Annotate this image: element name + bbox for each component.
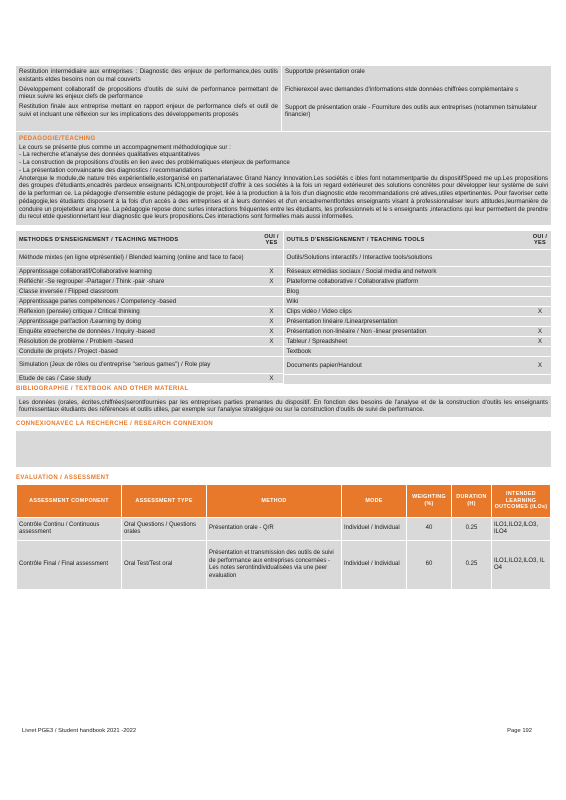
- tool-row: [284, 307, 552, 317]
- pedagogy-bullet: - La présentation convaincante des diagnostics / recommandations: [19, 166, 203, 174]
- mode-cell: Individuel / Individual: [342, 518, 407, 541]
- teaching-tools-column: [284, 231, 552, 384]
- column-header: ASSESSMENT COMPONENT: [17, 485, 122, 518]
- method-row: [16, 250, 283, 267]
- support-text: Fichierexcel avec demandes d'informations etde données chiffrées complémentaire s: [285, 85, 519, 93]
- column-header: DURATION (H): [452, 485, 492, 518]
- method-label: Conduite de projets / Project -based: [19, 347, 118, 355]
- tool-label: Outils/Solutions interactifs / Interactive tools/solutions: [286, 254, 433, 262]
- method-row: [16, 347, 283, 357]
- method-mark: X: [269, 277, 274, 285]
- column-header: INTENDED LEARNING OUTCOMES (ILOs): [492, 485, 551, 518]
- column-header: METHOD: [207, 485, 342, 518]
- column-header: WEIGHTING (%): [407, 485, 452, 518]
- method-row: [16, 297, 283, 307]
- weight-cell: 60: [407, 541, 452, 590]
- support-text: Support de présentation orale - Fourniture des outils aux entreprises (notammen tsimulateur financier): [285, 103, 538, 119]
- method-label: Enquête etrecherche de données / Inquiry -based: [19, 327, 155, 335]
- evaluation-table: [16, 484, 551, 590]
- method-mark: X: [269, 327, 274, 335]
- method-row: [16, 267, 283, 277]
- evaluation-header-row: [17, 485, 551, 518]
- column-header: MODE: [342, 485, 407, 518]
- oui-yes-label: OUI / YES: [532, 233, 548, 246]
- research-connexion-title: CONNEXIONAVEC LA RECHERCHE / RESEARCH CONNEXION: [16, 421, 214, 427]
- method-row: [16, 357, 283, 374]
- method-mark: X: [269, 337, 274, 345]
- teaching-methods-header: [16, 231, 283, 250]
- ilo-cell: ILO1,ILO2,ILO3, ILO4: [492, 518, 551, 541]
- pedagogy-bullets: [19, 151, 548, 174]
- tool-mark: X: [537, 361, 543, 369]
- method-label: Réflexion (pensée) critique / Critical thinking: [19, 307, 140, 315]
- page-footer: [22, 728, 532, 735]
- method-label: Classe inversée / Flipped classroom: [19, 287, 119, 295]
- duration-cell: 0.25: [452, 541, 492, 590]
- support-text: Supportde présentation orale: [285, 68, 365, 75]
- weight-cell: 40: [407, 518, 452, 541]
- tool-mark: X: [537, 327, 543, 335]
- tool-row: [284, 250, 552, 267]
- pedagogy-body: Anoterque le module,de nature très expérientielle,estorganisé en partenariatavec Grand Nancy Innovation.Les sociétés c ibles font notammentpartie du dispositifSpeed me up.Les propositions des groupes d'étudiants,encadrés pardeux enseignants ICN,ontpourobjectif d'offrir à ces sociétés à la fois un regard extérieuret des solutions concrètes pour développer leur système de suivi de la performan ce. La pédagogie d'ensemble estune pédagogie de projet, liée à la production à la fois d'un diagnostic etde recommandations cré atives,utiles etpertinentes. Pour favoriser cette pédagogie,les étudiants disposent à la fois d'un accès à des entreprises et à leurs données et d'un encadrementfortdes enseignants visant à professionnaliser leurs attitudes,leurmanière de conduire un projetetleur ana lyse. La pédagogie repose donc surles interactions fréquentes entre les étudiants, les professionnels et le s enseignants ,interactions qui leur permettent de prendre du recul etde questionnertant leur diagnostic que leurs propositions.Ces interactions sont formelles mais aussi informelles.: [19, 174, 548, 221]
- method-label: Simulation (Jeux de rôles ou d'entreprise "serious games") / Role play: [19, 361, 211, 369]
- method-row: [16, 337, 283, 347]
- tool-label: Plateforme collaborative / Collaborative platform: [286, 277, 419, 285]
- tool-mark: X: [537, 337, 543, 345]
- tool-row: [284, 337, 552, 347]
- method-label: Apprentissage parl'action /Learning by doing: [19, 317, 141, 325]
- method-cell: Présentation orale - Q/R: [207, 518, 342, 541]
- bibliography-box: [16, 396, 551, 418]
- duration-cell: 0.25: [452, 518, 492, 541]
- teaching-tools-title: OUTILS D'ENSEIGNEMENT / TEACHING TOOLS: [286, 236, 425, 243]
- tool-label: Présentation linéaire /Linearpresentation: [286, 317, 398, 325]
- page-content: [16, 66, 551, 590]
- tool-row: [284, 317, 552, 327]
- tool-label: Tableur / Spreadsheet: [286, 337, 348, 345]
- bibliography-text: Les données (orales, écrites,chiffrées)serontfournies par les entreprises parties prenantes du dispositif. En fonction des besoins de l'analyse et de la construction d'outils les enseignants fournissentaux étudiants des références et outils utiles, par exemple sur l'analyse stratégique ou sur la construction d'outils de suivi de performance.: [19, 398, 548, 414]
- bibliography-title: BIBLIOGRAPHIE / TEXTBOOK AND OTHER MATERIAL: [16, 386, 189, 392]
- method-label: Résolution de problème / Problem -based: [19, 337, 134, 345]
- method-label: Apprentissage parles compétences / Competency -based: [19, 297, 177, 305]
- method-label: Apprentissage collaboratif/Collaborative learning: [19, 267, 152, 275]
- ilo-cell: ILO1,ILO2,ILO3, IL O4: [492, 541, 551, 590]
- tool-row: [284, 287, 552, 297]
- method-row: [16, 287, 283, 297]
- pedagogy-intro: Le cours se présente plus comme un accompagnement méthodologique sur :: [19, 143, 231, 151]
- tool-label: Documents papier/Handout: [286, 361, 362, 369]
- deliverable-text: Restitution intermédiaire aux entreprises : Diagnostic des enjeux de performance,des outils existants etdes besoins non ou mal couverts: [19, 68, 278, 83]
- tool-label: Présentation non-linéaire / Non -linear presentation: [286, 327, 427, 335]
- tool-row: [284, 277, 552, 287]
- type-cell: Oral Test/Test oral: [122, 541, 207, 590]
- method-row: [16, 327, 283, 337]
- pedagogy-title: PEDAGOGIE/TEACHING: [19, 136, 96, 142]
- method-label: Méthode mixtes (en ligne etprésentiel) / Blended learning (online and face to face): [19, 254, 244, 262]
- footer-handbook-label: Livret PGE3 / Student handbook 2021 -2022: [22, 728, 137, 734]
- tool-label: Blog: [286, 287, 299, 295]
- deliverable-text: Restitution finale aux entreprise mettant en rapport enjeux de performance clefs et outil de suivi et incluant une réflexion sur les implications des développements proposés: [19, 103, 278, 118]
- deliverables-block: [16, 66, 551, 131]
- tool-label: Réseaux etmédias sociaux / Social media and network: [286, 267, 437, 275]
- method-mark: X: [269, 307, 274, 315]
- method-row: [16, 317, 283, 327]
- tool-row: [284, 297, 552, 307]
- method-row: [16, 307, 283, 317]
- pedagogy-bullet: - La recherche et'analyse des données qualitatives etquantitatives: [19, 151, 200, 159]
- method-mark: X: [269, 267, 274, 275]
- deliverables-list: [16, 66, 282, 131]
- method-mark: X: [269, 317, 274, 325]
- table-row: [17, 518, 551, 541]
- method-label: Réfléchir -Se regrouper -Partager / Think -pair -share: [19, 277, 165, 285]
- teaching-tools-header: [284, 231, 552, 250]
- evaluation-title: EVALUATION / ASSESSMENT: [16, 474, 110, 481]
- method-cell: Présentation et transmission des outils de suivi de performance aux entreprises concernées - Les notes serontindividualisées via une peer evaluation: [207, 541, 342, 590]
- oui-yes-label: OUI / YES: [264, 233, 279, 246]
- tool-row: [284, 327, 552, 337]
- method-row: [16, 374, 283, 384]
- methods-table: [16, 231, 551, 384]
- component-cell: Contrôle Continu / Continuous assessment: [17, 518, 122, 541]
- teaching-methods-column: [16, 231, 284, 384]
- pedagogy-bullet: - La construction de propositions d'outils en lien avec des problématiques etenjeux de performance: [19, 159, 290, 166]
- tool-mark: X: [537, 307, 543, 315]
- research-connexion-box: [16, 431, 551, 467]
- method-label: Etude de cas / Case study: [19, 374, 92, 382]
- teaching-methods-title: METHODES D'ENSEIGNEMENT / TEACHING METHODS: [19, 236, 179, 243]
- component-cell: Contrôle Final / Final assessment: [17, 541, 122, 590]
- footer-page-number: Page 192: [507, 728, 532, 734]
- supports-list: [282, 66, 551, 131]
- method-row: [16, 277, 283, 287]
- table-row: [17, 541, 551, 590]
- deliverable-text: Développement collaboratif de propositions d'outils de suivi de performance permettant de mieux suivre les enjeux clefs de performance: [19, 85, 278, 101]
- tool-row: [284, 357, 552, 375]
- column-header: ASSESSMENT TYPE: [122, 485, 207, 518]
- tool-label: Textbook: [286, 347, 312, 355]
- pedagogy-section: [16, 131, 551, 225]
- mode-cell: Individuel / Individual: [342, 541, 407, 590]
- tool-row: [284, 267, 552, 277]
- method-mark: X: [269, 374, 274, 382]
- tool-label: Clips vidéo / Video clips: [286, 307, 352, 315]
- tool-label: Wiki: [286, 297, 299, 305]
- tool-row: [284, 347, 552, 357]
- type-cell: Oral Questions / Questions orales: [122, 518, 207, 541]
